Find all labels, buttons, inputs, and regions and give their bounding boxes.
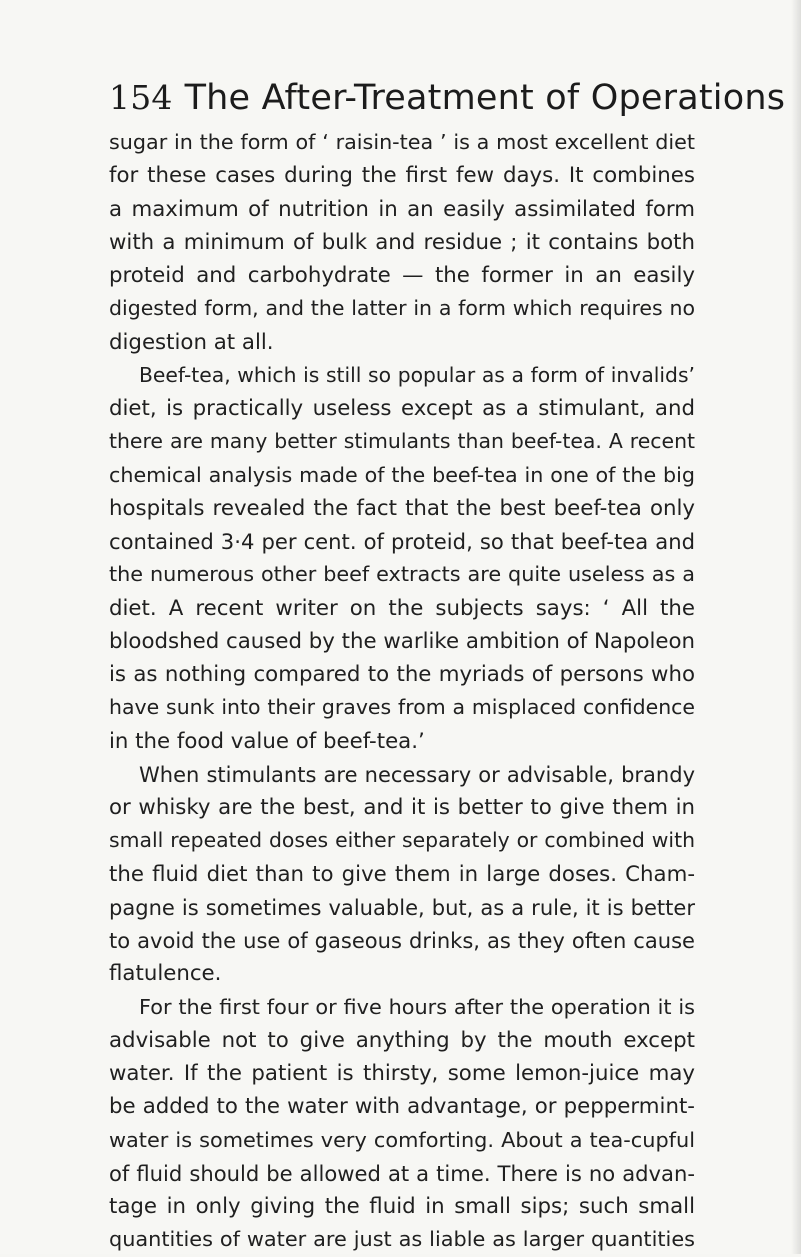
text-line: When stimulants are necessary or advisable, brandy	[139, 761, 695, 787]
text-line: be added to the water with advantage, or peppermint-	[109, 1094, 695, 1120]
page-number: 154	[109, 78, 173, 117]
running-head	[109, 76, 786, 120]
text-line: there are many better stimulants than beef-tea. A recent	[109, 429, 695, 454]
text-line: digestion at all.	[109, 329, 274, 355]
text-line: flatulence.	[109, 961, 222, 987]
text-line: tage in only giving the fluid in small sips; such small	[109, 1194, 695, 1219]
text-line: hospitals revealed the fact that the best beef-tea only	[109, 495, 695, 521]
text-line: in the food value of beef-tea.’	[109, 728, 425, 754]
text-line: is as nothing compared to the myriads of persons who	[109, 662, 695, 687]
text-line: pagne is sometimes valuable, but, as a rule, it is better	[109, 894, 695, 920]
text-line: advisable not to give anything by the mouth except	[109, 1027, 695, 1053]
text-line: or whisky are the best, and it is better to give them in	[109, 795, 695, 820]
text-line: sugar in the form of ‘ raisin-tea ’ is a most excellent diet	[109, 130, 695, 154]
text-line: digested form, and the latter in a form which requires no	[109, 296, 695, 321]
body-text	[109, 126, 695, 1257]
text-line: chemical analysis made of the beef-tea in one of the big	[109, 462, 695, 487]
text-line: the fluid diet than to give them in large doses. Cham-	[109, 861, 695, 887]
text-line: for these cases during the first few days. It combines	[109, 163, 695, 189]
text-line: diet, is practically useless except as a stimulant, and	[109, 396, 695, 421]
text-line: a maximum of nutrition in an easily assimilated form	[109, 196, 695, 222]
text-line: to avoid the use of gaseous drinks, as they often cause	[109, 928, 695, 953]
text-line: proteid and carbohydrate — the former in an easily	[109, 263, 695, 288]
text-line: Beef-tea, which is still so popular as a form of invalids’	[139, 362, 695, 387]
text-line: the numerous other beef extracts are quite useless as a	[109, 562, 695, 587]
text-line: quantities of water are just as liable as larger quantities	[109, 1227, 695, 1252]
text-line: bloodshed caused by the warlike ambition of Napoleon	[109, 628, 696, 654]
running-title: The After-Treatment of Operations	[184, 78, 786, 118]
text-line: small repeated doses either separately or combined with	[109, 828, 695, 853]
text-line: of fluid should be allowed at a time. There is no advan-	[109, 1160, 695, 1186]
text-line: have sunk into their graves from a misplaced confidence	[109, 695, 695, 720]
text-line: water is sometimes very comforting. About a tea-cupful	[109, 1127, 695, 1152]
text-line: contained 3·4 per cent. of proteid, so that beef-tea and	[109, 529, 695, 554]
text-line: water. If the patient is thirsty, some lemon-juice may	[109, 1061, 695, 1086]
page-edge-shadow	[791, 0, 801, 1254]
text-line: diet. A recent writer on the subjects says: ‘ All the	[109, 595, 695, 621]
text-line: For the first four or five hours after the operation it is	[139, 994, 695, 1019]
text-line: with a minimum of bulk and residue ; it contains both	[109, 229, 695, 255]
